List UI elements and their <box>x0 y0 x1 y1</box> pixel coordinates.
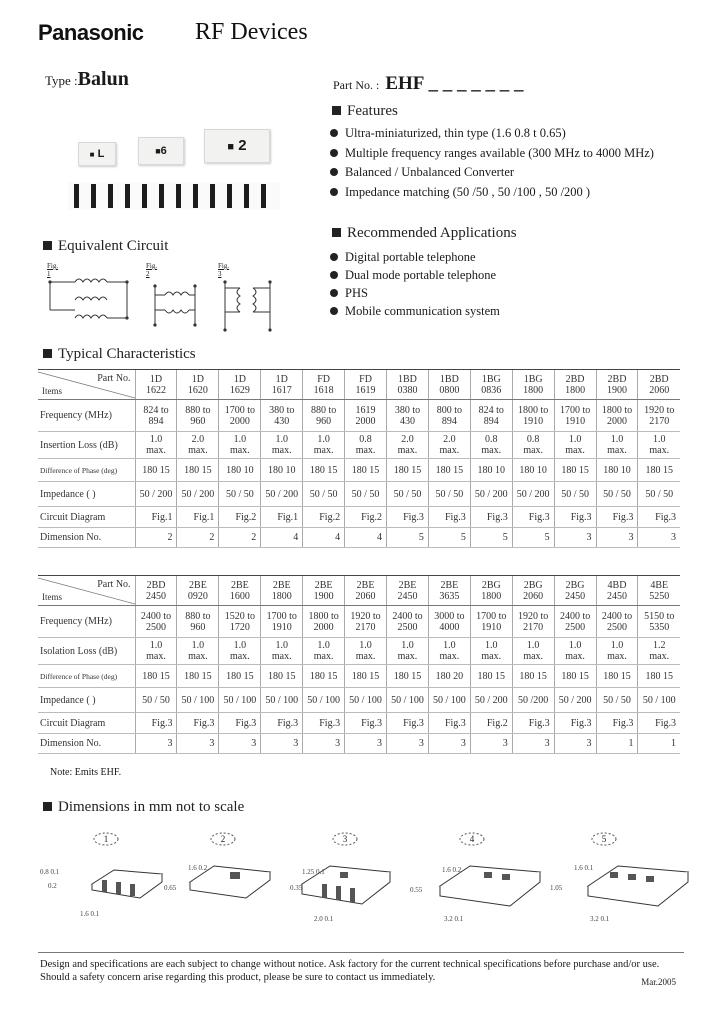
table-cell: 180 15 <box>219 665 261 688</box>
table-cell: 50 / 50 <box>428 482 470 507</box>
table-cell: 1.0 max. <box>303 432 345 459</box>
dimensions-heading: Dimensions in mm not to scale <box>43 799 244 816</box>
table-cell: Fig.3 <box>470 507 512 528</box>
table-cell: 1800 to 1910 <box>512 400 554 432</box>
corner-part-no: Part No. <box>97 579 131 590</box>
dim-label: 0.8 0.1 <box>40 868 60 876</box>
part-number-header: 1BD 0380 <box>387 370 429 400</box>
table-row <box>38 432 680 459</box>
table-cell: 1.0 max. <box>638 432 680 459</box>
table-row <box>38 606 680 638</box>
table-cell: 3 <box>303 734 345 754</box>
table-cell: 800 to 894 <box>428 400 470 432</box>
type-label: Type : <box>45 73 78 88</box>
table-cell: 1520 to 1720 <box>219 606 261 638</box>
table-cell: 3 <box>554 528 596 548</box>
part-number-header: 2BE 2450 <box>387 576 429 606</box>
part-number-header: 2BG 2060 <box>512 576 554 606</box>
corner-items: Items <box>42 386 62 396</box>
table-cell: 5 <box>512 528 554 548</box>
table-cell: 180 15 <box>554 459 596 482</box>
table-cell: 180 15 <box>135 459 177 482</box>
table-cell: Fig.3 <box>428 507 470 528</box>
dim-label: 1.05 <box>550 884 563 892</box>
table-cell: 1.0 max. <box>261 432 303 459</box>
list-item: Mobile communication system <box>330 302 500 320</box>
table-cell: 180 20 <box>428 665 470 688</box>
part-number-header: 1D 1629 <box>219 370 261 400</box>
row-label: Frequency (MHz) <box>38 400 135 432</box>
table-cell: 1700 to 1910 <box>470 606 512 638</box>
table-cell: 50 / 200 <box>470 482 512 507</box>
part-number-header: 2BE 1600 <box>219 576 261 606</box>
list-item: Ultra-miniaturized, thin type (1.6 0.8 t 0.65) <box>330 124 654 144</box>
applications-list <box>330 248 500 320</box>
table-cell: 1 <box>638 734 680 754</box>
table-row <box>38 665 680 688</box>
bullet-icon <box>330 129 338 137</box>
table-cell: Fig.2 <box>345 507 387 528</box>
table-row <box>38 528 680 548</box>
table-cell: Fig.3 <box>428 713 470 734</box>
table-cell: 4 <box>303 528 345 548</box>
part-number-header: 1D 1620 <box>177 370 219 400</box>
table-cell: 1.2 max. <box>638 638 680 665</box>
type-value: Balun <box>77 68 129 90</box>
table-cell: 50 /200 <box>512 688 554 713</box>
table-cell: 50 / 50 <box>596 688 638 713</box>
dim-label: 0.65 <box>164 884 177 892</box>
list-item: Multiple frequency ranges available (300 MHz to 4000 MHz) <box>330 144 654 164</box>
part-number-header: 1BD 0800 <box>428 370 470 400</box>
table-cell: 180 10 <box>596 459 638 482</box>
table-cell: Fig.1 <box>135 507 177 528</box>
table-cell: 50 / 50 <box>387 482 429 507</box>
table-cell: Fig.3 <box>387 507 429 528</box>
chip-medium: ■6 <box>138 137 184 165</box>
table-cell: 3 <box>219 734 261 754</box>
table-cell: 3 <box>177 734 219 754</box>
table-cell: Fig.3 <box>303 713 345 734</box>
table-cell: Fig.3 <box>554 507 596 528</box>
equivalent-circuit-heading: Equivalent Circuit <box>43 238 168 255</box>
table-cell: 50 / 50 <box>638 482 680 507</box>
table-corner <box>38 370 135 400</box>
table-cell: 180 15 <box>428 459 470 482</box>
brand-logo: Panasonic <box>38 20 144 45</box>
table-cell: 1920 to 2170 <box>345 606 387 638</box>
part-number-header: 2BD 1900 <box>596 370 638 400</box>
bullet-icon <box>330 271 338 279</box>
table-cell: 50 / 50 <box>554 482 596 507</box>
table-cell: 2400 to 2500 <box>554 606 596 638</box>
table-cell: 2.0 max. <box>428 432 470 459</box>
dim-label: 3.2 0.1 <box>590 915 610 923</box>
table-cell: 880 to 960 <box>177 400 219 432</box>
dim-number-4: 4 <box>469 834 475 844</box>
dim-number-5: 5 <box>601 834 607 844</box>
square-bullet-icon <box>332 228 341 237</box>
table-cell: 2.0 max. <box>387 432 429 459</box>
footer-line-2: Should a safety concern arise regarding this product, please be sure to contact us immediately. <box>40 972 436 983</box>
table-cell: 1800 to 2000 <box>303 606 345 638</box>
dim-number-2: 2 <box>220 834 226 844</box>
table-cell: Fig.3 <box>596 507 638 528</box>
dim-number-3: 3 <box>342 834 348 844</box>
table-cell: 0.8 max. <box>470 432 512 459</box>
table-cell: Fig.2 <box>303 507 345 528</box>
characteristics-table-2 <box>38 575 680 754</box>
table-cell: 180 15 <box>303 459 345 482</box>
product-photo <box>68 128 280 214</box>
table-cell: 180 15 <box>303 665 345 688</box>
part-number-header: 2BE 2060 <box>345 576 387 606</box>
row-label: Impedance ( ) <box>38 482 135 507</box>
table-cell: 3 <box>512 734 554 754</box>
table-cell: 50 / 200 <box>554 688 596 713</box>
list-item: PHS <box>330 284 500 302</box>
table-cell: 2400 to 2500 <box>387 606 429 638</box>
list-item: Balanced / Unbalanced Converter <box>330 163 654 183</box>
table-cell: 1.0 max. <box>303 638 345 665</box>
table-cell: 1.0 max. <box>554 432 596 459</box>
table-cell: Fig.3 <box>512 507 554 528</box>
table-cell: 0.8 max. <box>512 432 554 459</box>
table-cell: 1800 to 2000 <box>596 400 638 432</box>
table-cell: 180 10 <box>219 459 261 482</box>
dim-number-1: 1 <box>103 834 109 844</box>
part-no-label: Part No. : <box>333 78 380 92</box>
dim-label: 1.25 0.1 <box>302 868 325 876</box>
table-cell: 50 / 50 <box>345 482 387 507</box>
typical-characteristics-heading: Typical Characteristics <box>43 346 196 363</box>
table-row <box>38 713 680 734</box>
part-number-header: 4BE 5250 <box>638 576 680 606</box>
table-cell: Fig.1 <box>261 507 303 528</box>
table-cell: 1700 to 2000 <box>219 400 261 432</box>
table-cell: 180 15 <box>512 665 554 688</box>
table-cell: 0.8 max. <box>345 432 387 459</box>
table-cell: 1 <box>596 734 638 754</box>
dim-label: 0.35 <box>290 884 303 892</box>
table-cell: Fig.3 <box>219 713 261 734</box>
table-cell: 180 15 <box>345 459 387 482</box>
row-label: Difference of Phase (deg) <box>38 459 135 482</box>
table-cell: 1920 to 2170 <box>638 400 680 432</box>
table-cell: 50 / 50 <box>135 688 177 713</box>
chip-small: ■ L <box>78 142 116 166</box>
dim-label: 1.6 0.1 <box>574 864 594 872</box>
table-cell: 3 <box>596 528 638 548</box>
table-cell: 2 <box>177 528 219 548</box>
table-cell: 50 / 200 <box>512 482 554 507</box>
document-date: Mar.2005 <box>641 977 676 987</box>
table-cell: Fig.3 <box>638 507 680 528</box>
table-cell: 2 <box>219 528 261 548</box>
row-label: Isolation Loss (dB) <box>38 638 135 665</box>
table-cell: 4 <box>345 528 387 548</box>
fig2-label: Fig. 2 <box>146 262 158 278</box>
part-number-header: 2BE 1900 <box>303 576 345 606</box>
table-cell: 180 15 <box>177 665 219 688</box>
footer-disclaimer <box>40 958 680 984</box>
table-cell: 3 <box>638 528 680 548</box>
dim-label: 0.2 <box>48 882 57 890</box>
table-cell: 50 / 200 <box>261 482 303 507</box>
note-text: Note: Emits EHF. <box>50 767 122 778</box>
table-cell: 1.0 max. <box>261 638 303 665</box>
part-number-header: 2BD 1800 <box>554 370 596 400</box>
table-cell: 50 / 100 <box>638 688 680 713</box>
table-cell: 5 <box>387 528 429 548</box>
table-cell: 50 / 50 <box>219 482 261 507</box>
table-cell: Fig.3 <box>554 713 596 734</box>
table-cell: 180 15 <box>261 665 303 688</box>
table-cell: 180 15 <box>177 459 219 482</box>
table-cell: 380 to 430 <box>261 400 303 432</box>
table-cell: 1700 to 1910 <box>554 400 596 432</box>
dim-label: 0.55 <box>410 886 423 894</box>
document-title: RF Devices <box>195 19 308 45</box>
table-cell: 50 / 200 <box>177 482 219 507</box>
part-number-header: 1BG 1800 <box>512 370 554 400</box>
row-label: Frequency (MHz) <box>38 606 135 638</box>
part-number-header: 1D 1617 <box>261 370 303 400</box>
table-cell: Fig.2 <box>470 713 512 734</box>
features-list <box>330 124 654 202</box>
table-cell: 1.0 max. <box>512 638 554 665</box>
table-cell: 180 15 <box>470 665 512 688</box>
table-cell: 180 10 <box>470 459 512 482</box>
footer-divider <box>38 952 684 953</box>
table-cell: Fig.3 <box>387 713 429 734</box>
table-row <box>38 459 680 482</box>
table-cell: 5 <box>428 528 470 548</box>
square-bullet-icon <box>332 106 341 115</box>
table-cell: 180 15 <box>135 665 177 688</box>
circuit-svg <box>45 270 295 340</box>
table-cell: 380 to 430 <box>387 400 429 432</box>
table-cell: 2.0 max. <box>177 432 219 459</box>
table-cell: 50 / 100 <box>219 688 261 713</box>
table-cell: 1700 to 1910 <box>261 606 303 638</box>
table-cell: Fig.3 <box>512 713 554 734</box>
footer-line-1: Design and specifications are each subject to change without notice. Ask factory for the current technical specifications before purchase and/or use. <box>40 959 660 970</box>
part-number-header: 1D 1622 <box>135 370 177 400</box>
row-label: Impedance ( ) <box>38 688 135 713</box>
table-cell: 5 <box>470 528 512 548</box>
square-bullet-icon <box>43 349 52 358</box>
scale-ruler <box>68 182 280 210</box>
part-number-header: FD 1618 <box>303 370 345 400</box>
table-cell: 5150 to 5350 <box>638 606 680 638</box>
list-item: Dual mode portable telephone <box>330 266 500 284</box>
part-number-header: 2BE 0920 <box>177 576 219 606</box>
table-cell: 1.0 max. <box>177 638 219 665</box>
part-no-value: EHF _ _ _ _ _ _ _ <box>385 73 524 94</box>
list-item: Digital portable telephone <box>330 248 500 266</box>
table-cell: 180 10 <box>261 459 303 482</box>
part-number-header: 2BD 2060 <box>638 370 680 400</box>
table-cell: 1.0 max. <box>219 638 261 665</box>
table-cell: 180 15 <box>387 665 429 688</box>
table-cell: 50 / 100 <box>261 688 303 713</box>
part-number-header: FD 1619 <box>345 370 387 400</box>
table-cell: Fig.3 <box>261 713 303 734</box>
table-cell: 824 to 894 <box>135 400 177 432</box>
part-number-header: 2BG 1800 <box>470 576 512 606</box>
table-cell: 1.0 max. <box>135 638 177 665</box>
table-cell: 3 <box>261 734 303 754</box>
table-cell: 180 15 <box>345 665 387 688</box>
bullet-icon <box>330 289 338 297</box>
table-cell: 1.0 max. <box>219 432 261 459</box>
table-cell: 3 <box>470 734 512 754</box>
table-cell: 1.0 max. <box>135 432 177 459</box>
table-cell: 824 to 894 <box>470 400 512 432</box>
table-cell: 3 <box>345 734 387 754</box>
bullet-icon <box>330 188 338 196</box>
row-label: Insertion Loss (dB) <box>38 432 135 459</box>
applications-heading: Recommended Applications <box>332 225 517 242</box>
table-row <box>38 507 680 528</box>
table-cell: 1.0 max. <box>554 638 596 665</box>
fig3-label: Fig. 3 <box>218 262 230 278</box>
square-bullet-icon <box>43 802 52 811</box>
row-label: Dimension No. <box>38 734 135 754</box>
type-line <box>45 68 129 91</box>
table-cell: 1.0 max. <box>596 432 638 459</box>
features-heading: Features <box>332 103 398 120</box>
table-cell: 50 / 100 <box>303 688 345 713</box>
table-cell: 50 / 50 <box>303 482 345 507</box>
row-label: Difference of Phase (deg) <box>38 665 135 688</box>
table-cell: 180 15 <box>554 665 596 688</box>
table-cell: 1.0 max. <box>345 638 387 665</box>
chip-large: ■ 2 <box>204 129 270 163</box>
part-number-header: 2BE 3635 <box>428 576 470 606</box>
dim-label: 1.6 0.1 <box>80 910 100 918</box>
table-cell: 3000 to 4000 <box>428 606 470 638</box>
row-label: Dimension No. <box>38 528 135 548</box>
table-cell: Fig.2 <box>219 507 261 528</box>
table-cell: 1.0 max. <box>470 638 512 665</box>
part-no-line <box>333 73 523 95</box>
table-cell: Fig.3 <box>345 713 387 734</box>
table-cell: 1619 2000 <box>345 400 387 432</box>
table-cell: 2 <box>135 528 177 548</box>
list-item: Impedance matching (50 /50 , 50 /100 , 50 /200 ) <box>330 183 654 203</box>
table-cell: 50 / 100 <box>428 688 470 713</box>
table-cell: 4 <box>261 528 303 548</box>
fig1-label: Fig. 1 <box>47 262 59 278</box>
table-cell: Fig.3 <box>177 713 219 734</box>
table-cell: 1.0 max. <box>387 638 429 665</box>
table-cell: 1.0 max. <box>596 638 638 665</box>
part-number-header: 4BD 2450 <box>596 576 638 606</box>
row-label: Circuit Diagram <box>38 713 135 734</box>
table-cell: Fig.1 <box>177 507 219 528</box>
table-row <box>38 482 680 507</box>
bullet-icon <box>330 253 338 261</box>
table-cell: 180 15 <box>387 459 429 482</box>
table-cell: 50 / 100 <box>345 688 387 713</box>
table-cell: 3 <box>554 734 596 754</box>
table-corner <box>38 576 135 606</box>
table-cell: 180 15 <box>638 459 680 482</box>
dim-label: 2.0 0.1 <box>314 915 334 923</box>
row-label: Circuit Diagram <box>38 507 135 528</box>
dimension-svg <box>40 826 700 930</box>
dim-label: 1.6 0.2 <box>188 864 208 872</box>
bullet-icon <box>330 307 338 315</box>
table-cell: 880 to 960 <box>177 606 219 638</box>
table-cell: 180 10 <box>512 459 554 482</box>
table-cell: 1920 to 2170 <box>512 606 554 638</box>
square-bullet-icon <box>43 241 52 250</box>
table-cell: 50 / 50 <box>596 482 638 507</box>
table-cell: 50 / 100 <box>177 688 219 713</box>
table-cell: 3 <box>387 734 429 754</box>
table-cell: 50 / 200 <box>470 688 512 713</box>
table-cell: 2400 to 2500 <box>135 606 177 638</box>
table-cell: Fig.3 <box>135 713 177 734</box>
dimension-drawings <box>40 826 700 930</box>
table-cell: 3 <box>428 734 470 754</box>
table-row <box>38 688 680 713</box>
dim-label: 3.2 0.1 <box>444 915 464 923</box>
table-cell: 50 / 100 <box>387 688 429 713</box>
part-number-header: 2BD 2450 <box>135 576 177 606</box>
corner-items: Items <box>42 592 62 602</box>
characteristics-table-1 <box>38 369 680 548</box>
corner-part-no: Part No. <box>97 373 131 384</box>
dim-label: 1.6 0.2 <box>442 866 462 874</box>
table-row <box>38 638 680 665</box>
table-cell: 50 / 200 <box>135 482 177 507</box>
table-cell: 180 15 <box>638 665 680 688</box>
table-cell: 3 <box>135 734 177 754</box>
table-row <box>38 734 680 754</box>
table-cell: 1.0 max. <box>428 638 470 665</box>
table-cell: 2400 to 2500 <box>596 606 638 638</box>
table-cell: 880 to 960 <box>303 400 345 432</box>
table-cell: 180 15 <box>596 665 638 688</box>
part-number-header: 1BG 0836 <box>470 370 512 400</box>
bullet-icon <box>330 149 338 157</box>
part-number-header: 2BG 2450 <box>554 576 596 606</box>
table-row <box>38 400 680 432</box>
part-number-header: 2BE 1800 <box>261 576 303 606</box>
bullet-icon <box>330 168 338 176</box>
table-cell: Fig.3 <box>596 713 638 734</box>
table-cell: Fig.3 <box>638 713 680 734</box>
